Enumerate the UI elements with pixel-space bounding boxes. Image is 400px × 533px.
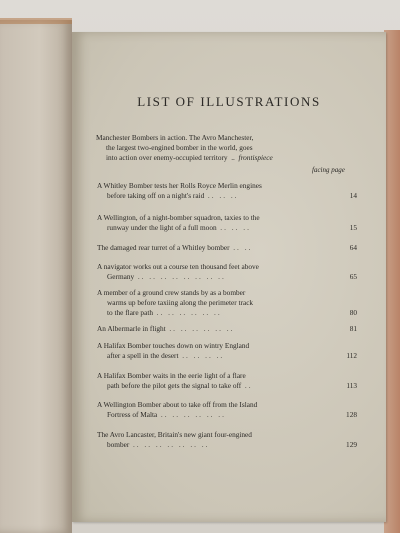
- frontispiece-label: frontispiece: [238, 153, 273, 162]
- illustration-entry: [97, 181, 357, 201]
- entry-caption-line: [97, 262, 357, 272]
- frontispiece-dots: ..: [231, 153, 235, 162]
- entry-caption-text: before taking off on a night's raid: [107, 191, 205, 200]
- frontispiece-line-1: Manchester Bombers in action. The Avro Manchester,: [96, 133, 254, 142]
- entry-caption-text: An Albermarle in flight: [97, 324, 166, 333]
- illustration-entry: [97, 324, 357, 334]
- entry-caption-text: A Wellington Bomber about to take off from the Island: [97, 400, 258, 409]
- entry-caption-text: A Halifax Bomber touches down on wintry England: [97, 341, 250, 350]
- entry-caption-text: path before the pilot gets the signal to take off: [107, 381, 242, 390]
- entry-caption-line: [97, 288, 357, 298]
- entry-caption-text: warms up before taxiing along the perimeter track: [107, 298, 254, 307]
- entry-page-number: 80: [349, 308, 357, 317]
- entry-leader-dots: .. .. ..: [207, 191, 239, 200]
- illustration-entry: [97, 243, 357, 253]
- entry-leader-dots: .. .. ..: [220, 223, 251, 232]
- entry-caption-final-line: [97, 223, 357, 233]
- entry-caption-text: to the flare path: [107, 308, 153, 317]
- entry-caption-final-line: [97, 308, 357, 318]
- entry-leader-dots: .. ..: [233, 243, 253, 252]
- entry-caption-final-line: [97, 324, 357, 334]
- entry-caption-text: A member of a ground crew stands by as a bomber: [97, 288, 246, 297]
- entry-caption-final-line: [97, 191, 357, 201]
- entry-caption-line: [97, 298, 357, 308]
- entry-caption-final-line: [97, 410, 357, 420]
- illustration-entry: [97, 262, 357, 282]
- entry-caption-final-line: [97, 440, 357, 450]
- entry-caption-line: [97, 341, 357, 351]
- entry-page-number: 129: [346, 440, 357, 449]
- entry-caption-text: bomber: [107, 440, 130, 449]
- entry-caption-text: A navigator works out a course ten thousand feet above: [97, 262, 259, 271]
- illustration-entry: [97, 400, 357, 420]
- entry-caption-text: The Avro Lancaster, Britain's new giant four-engined: [97, 430, 252, 439]
- entry-caption-line: [97, 400, 357, 410]
- entry-caption-final-line: [97, 243, 357, 253]
- illustration-entry: [97, 371, 357, 391]
- illustration-entry: [97, 288, 357, 318]
- entry-leader-dots: .. .. .. .. .. ..: [160, 410, 226, 419]
- entry-page-number: 81: [349, 324, 357, 333]
- entry-leader-dots: .. .. .. ..: [182, 351, 225, 360]
- illustration-entry: [97, 341, 357, 361]
- book-cover-edge: [0, 18, 72, 24]
- entry-caption-text: A Wellington, of a night-bomber squadron, taxies to the: [97, 213, 260, 222]
- entry-caption-final-line: [97, 272, 357, 282]
- entry-caption-text: Germany: [107, 272, 135, 281]
- entry-caption-text: A Halifax Bomber waits in the eerie light of a flare: [97, 371, 246, 380]
- entry-leader-dots: ..: [244, 381, 253, 390]
- book-back-board: [384, 30, 400, 533]
- page-heading: LIST OF ILLUSTRATIONS: [137, 94, 321, 109]
- frontispiece-entry: [96, 133, 384, 163]
- frontispiece-line-2: the largest two-engined bomber in the world, goes: [106, 143, 253, 152]
- entry-leader-dots: .. .. .. .. .. .. ..: [132, 440, 210, 449]
- entry-caption-text: Fortress of Malta: [107, 410, 158, 419]
- entry-caption-text: after a spell in the desert: [107, 351, 179, 360]
- entry-page-number: 64: [349, 243, 357, 252]
- entry-caption-line: [97, 371, 357, 381]
- entry-page-number: 14: [349, 191, 357, 200]
- entry-caption-final-line: [97, 351, 357, 361]
- illustration-entry: [97, 430, 357, 450]
- entry-page-number: 113: [346, 381, 357, 390]
- entry-leader-dots: .. .. .. .. .. ..: [156, 308, 222, 317]
- entry-page-number: 128: [346, 410, 357, 419]
- entry-caption-text: The damaged rear turret of a Whitley bomber: [97, 243, 230, 252]
- entry-caption-text: runway under the light of a full moon: [107, 223, 217, 232]
- frontispiece-line-3-text: into action over enemy-occupied territory: [106, 153, 228, 162]
- facing-page-label: facing page: [312, 166, 345, 174]
- entry-page-number: 65: [349, 272, 357, 281]
- entry-caption-final-line: [97, 381, 357, 391]
- frontispiece-line-3: [96, 153, 384, 163]
- illustration-entry: [97, 213, 357, 233]
- entry-leader-dots: .. .. .. .. .. .. .. ..: [137, 272, 226, 281]
- entry-caption-line: [97, 430, 357, 440]
- entry-leader-dots: .. .. .. .. .. ..: [169, 324, 235, 333]
- entry-page-number: 112: [346, 351, 357, 360]
- book-page: [72, 32, 386, 522]
- entry-caption-line: [97, 181, 357, 191]
- book-cover-board: [0, 20, 72, 533]
- entry-page-number: 15: [349, 223, 357, 232]
- entry-caption-line: [97, 213, 357, 223]
- entry-caption-text: A Whitley Bomber tests her Rolls Royce Merlin engines: [97, 181, 262, 190]
